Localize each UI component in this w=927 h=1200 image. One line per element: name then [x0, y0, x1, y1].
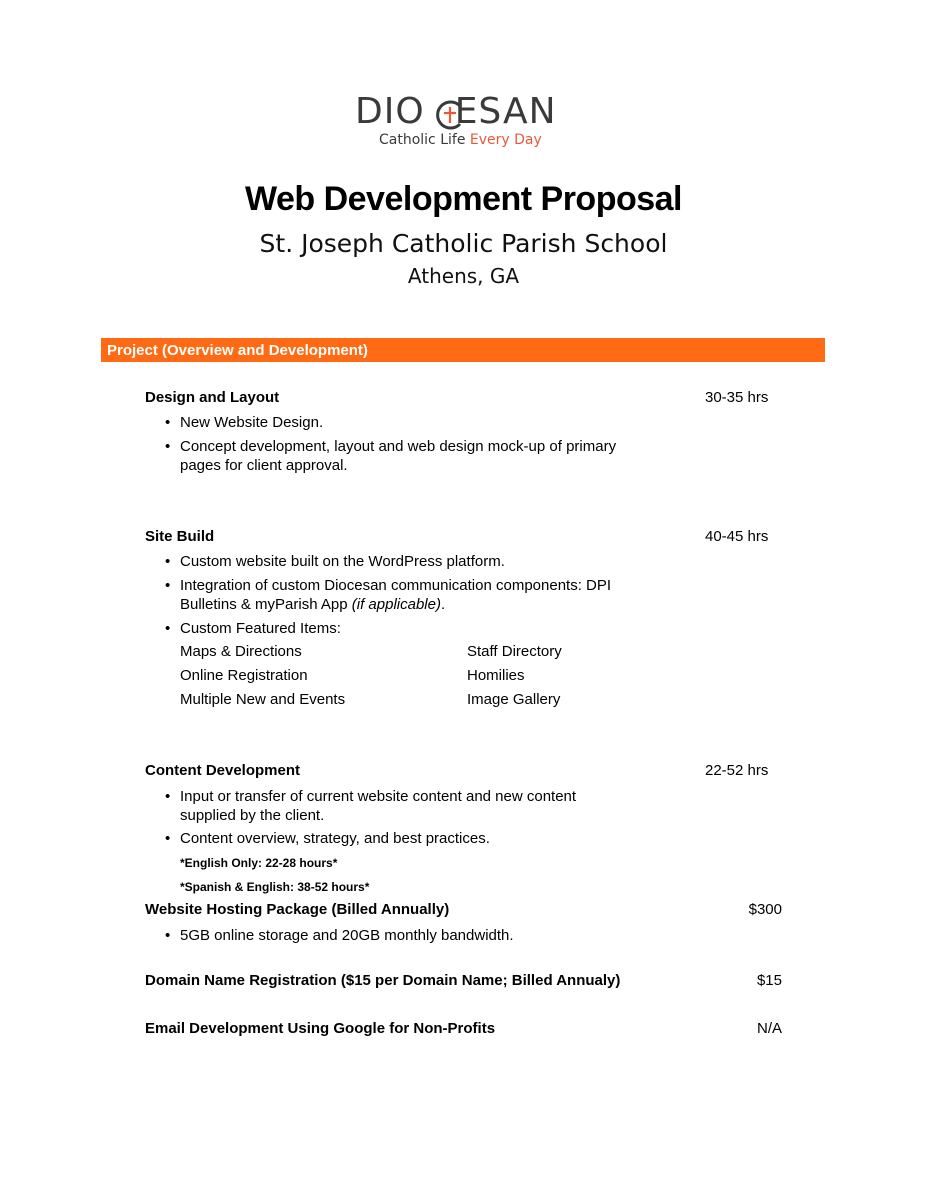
bullet-icon: • — [165, 414, 171, 431]
feature-item: Image Gallery — [467, 691, 561, 708]
list-item-text: Custom website built on the WordPress platform. — [180, 553, 505, 570]
bullet-icon: • — [165, 927, 171, 944]
bullet-icon: • — [165, 438, 171, 455]
logo-word-left: DIO — [355, 91, 425, 132]
build-heading: Site Build — [145, 528, 215, 545]
content-hours: 22-52 hrs — [705, 762, 769, 779]
domain-heading: Domain Name Registration ($15 per Domain Name; Billed Annualy) — [145, 972, 621, 989]
logo-tagline-accent: Every Day — [469, 132, 542, 148]
hours-note-english: *English Only: 22-28 hours* — [180, 856, 338, 870]
bullet-icon: • — [165, 620, 171, 637]
list-item-text: Content overview, strategy, and best practices. — [180, 830, 490, 847]
email-price: N/A — [756, 1020, 782, 1037]
feature-item: Homilies — [467, 667, 525, 684]
list-item-text-italic: (if applicable) — [351, 596, 441, 613]
list-item-text: 5GB online storage and 20GB monthly bandwidth. — [180, 927, 514, 944]
section-header-label: Project (Overview and Development) — [107, 342, 368, 359]
list-item-text-main: Integration of custom Diocesan communication components: DPI Bulletins & myParish App — [180, 577, 612, 613]
hours-note-spanish: *Spanish & English: 38-52 hours* — [180, 880, 370, 894]
feature-item: Online Registration — [180, 667, 308, 684]
section-header-bar — [101, 338, 825, 362]
list-item-text: New Website Design. — [180, 414, 324, 431]
bullet-icon: • — [165, 577, 171, 594]
content-heading: Content Development — [145, 762, 301, 779]
email-heading: Email Development Using Google for Non-Profits — [145, 1020, 496, 1037]
list-item-text: Input or transfer of current website content and new content supplied by the client. — [180, 788, 577, 824]
client-name: St. Joseph Catholic Parish School — [259, 229, 668, 258]
feature-item: Multiple New and Events — [180, 691, 346, 708]
list-item-text: Custom Featured Items: — [180, 620, 341, 637]
feature-item: Staff Directory — [467, 643, 562, 660]
hosting-heading: Website Hosting Package (Billed Annually) — [145, 901, 450, 918]
bullet-icon: • — [165, 553, 171, 570]
domain-price: $15 — [756, 972, 782, 989]
build-hours: 40-45 hrs — [705, 528, 769, 545]
logo-tagline-main: Catholic Life — [379, 132, 470, 148]
diocesan-logo — [355, 91, 575, 154]
list-item-text-end: . — [440, 596, 446, 613]
logo-word-right: ESAN — [454, 91, 557, 132]
hosting-price: $300 — [748, 901, 782, 918]
client-location: Athens, GA — [407, 264, 520, 288]
list-item-text — [180, 576, 635, 614]
bullet-icon: • — [165, 830, 171, 847]
design-hours: 30-35 hrs — [705, 389, 769, 406]
document-title: Web Development Proposal — [244, 180, 683, 218]
feature-item: Maps & Directions — [180, 643, 302, 660]
logo-tagline — [379, 132, 542, 148]
design-heading: Design and Layout — [145, 389, 280, 406]
bullet-icon: • — [165, 788, 171, 805]
cross-circle-icon — [435, 98, 465, 130]
list-item-text: Concept development, layout and web design mock-up of primary pages for client approval. — [180, 438, 617, 474]
